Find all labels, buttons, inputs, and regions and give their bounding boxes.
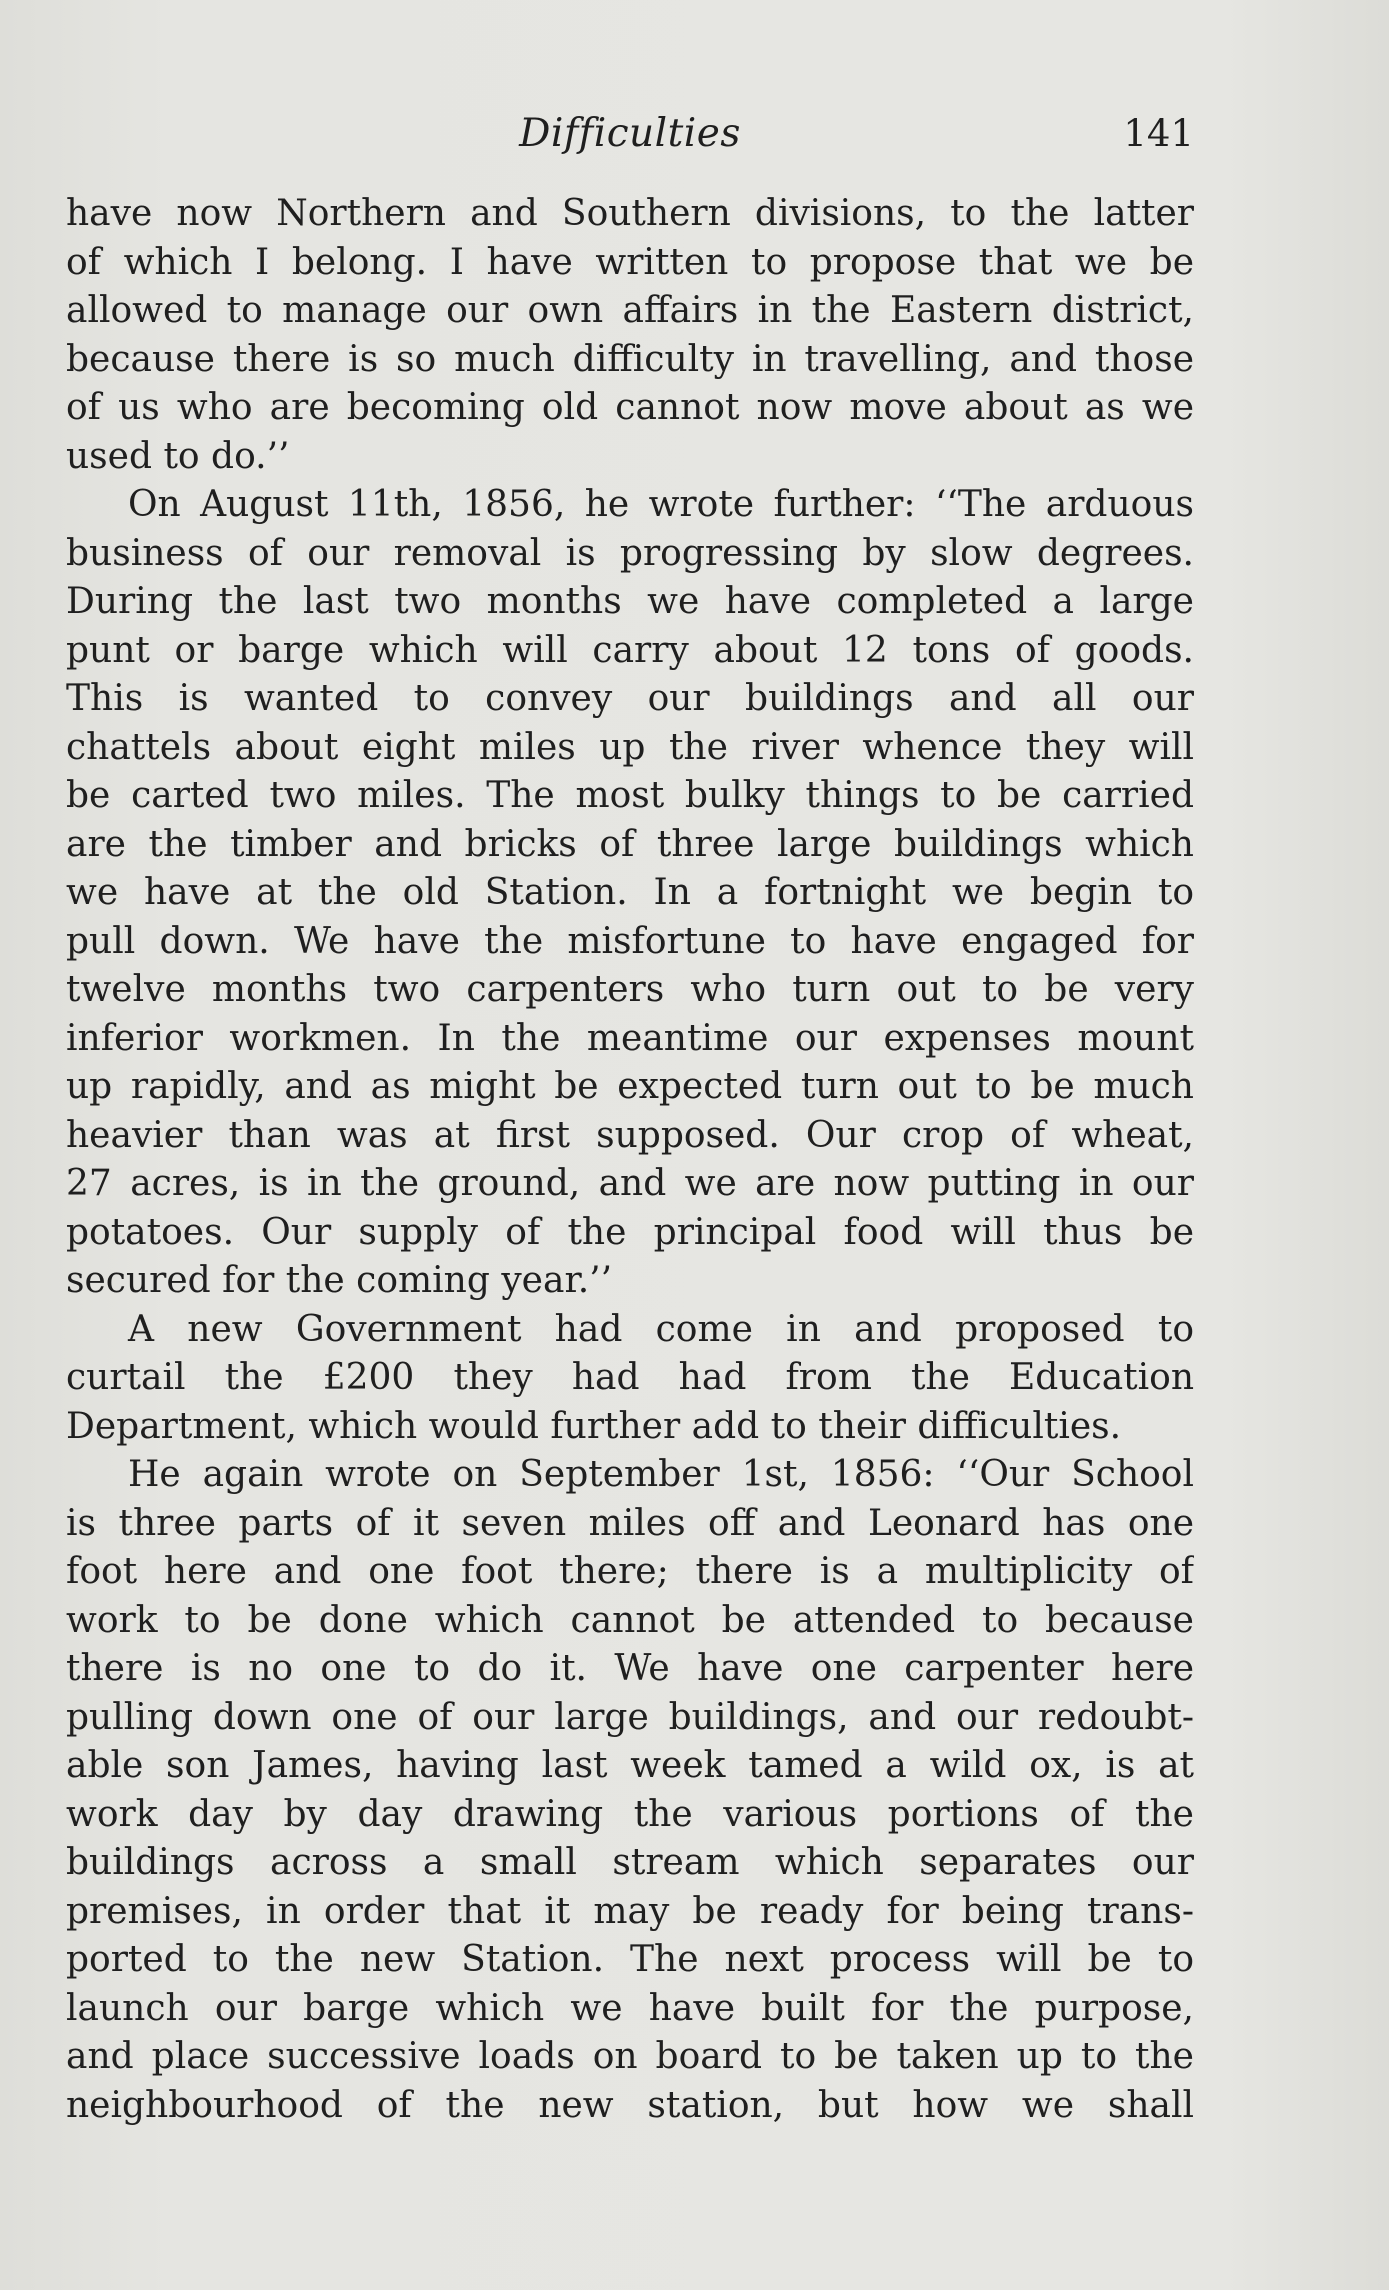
text-line: ported to the new Station. The next process will be to <box>66 1939 1194 1980</box>
paragraph <box>66 481 1194 1306</box>
text-line: have now Northern and Southern divisions, to the latter <box>66 193 1194 234</box>
text-line: up rapidly, and as might be expected turn out to be much <box>66 1066 1194 1107</box>
text-line: chattels about eight miles up the river whence they will <box>66 726 1194 768</box>
text-line: He again wrote on September 1st, 1856: ‘‘Our School <box>128 1454 1194 1495</box>
paragraph <box>66 1451 1194 2130</box>
text-line: foot here and one foot there; there is a multiplicity of <box>66 1551 1194 1592</box>
text-line: able son James, having last week tamed a wild ox, is at <box>66 1745 1194 1786</box>
text-line: secured for the coming year.’’ <box>66 1260 613 1301</box>
text-line: buildings across a small stream which separates our <box>66 1842 1194 1883</box>
text-line: business of our removal is progressing by slow degrees. <box>66 532 1194 574</box>
page-number: 141 <box>1123 112 1194 155</box>
text-line: of us who are becoming old cannot now move about as we <box>66 387 1194 428</box>
text-line: used to do.’’ <box>66 435 290 477</box>
text-line: On August 11th, 1856, he wrote further: ‘‘The arduous <box>128 484 1194 525</box>
text-line: pulling down one of our large buildings, and our redoubt- <box>66 1696 1194 1738</box>
text-line: be carted two miles. The most bulky things to be carried <box>66 775 1194 816</box>
text-line: there is no one to do it. We have one carpenter here <box>66 1648 1194 1689</box>
paragraph <box>66 190 1194 481</box>
text-line: allowed to manage our own affairs in the Eastern district, <box>66 290 1194 331</box>
text-line: is three parts of it seven miles off and Leonard has one <box>66 1502 1194 1544</box>
text-line: heavier than was at first supposed. Our crop of wheat, <box>66 1114 1194 1156</box>
running-head <box>66 104 1194 164</box>
body-text <box>66 190 1194 2130</box>
text-line: premises, in order that it may be ready for being trans- <box>66 1890 1194 1932</box>
text-line: A new Government had come in and proposed to <box>128 1308 1194 1350</box>
text-line: pull down. We have the misfortune to have engaged for <box>66 920 1194 962</box>
text-line: and place successive loads on board to be taken up to the <box>66 2036 1194 2077</box>
text-line: of which I belong. I have written to propose that we be <box>66 241 1194 283</box>
text-line: because there is so much difficulty in travelling, and those <box>66 338 1194 380</box>
text-line: launch our barge which we have built for the purpose, <box>66 1987 1194 2029</box>
paragraph <box>66 1306 1194 1452</box>
text-line: we have at the old Station. In a fortnight we begin to <box>66 872 1194 913</box>
text-line: curtail the £200 they had had from the Education <box>66 1357 1194 1398</box>
text-line: inferior workmen. In the meantime our expenses mount <box>66 1017 1194 1059</box>
text-line: work day by day drawing the various portions of the <box>66 1793 1194 1835</box>
text-line: are the timber and bricks of three large buildings which <box>66 823 1194 865</box>
text-line: twelve months two carpenters who turn out to be very <box>66 969 1194 1010</box>
text-line: potatoes. Our supply of the principal food will thus be <box>66 1211 1194 1253</box>
text-line: During the last two months we have completed a large <box>66 581 1194 622</box>
text-line: work to be done which cannot be attended to because <box>66 1599 1194 1641</box>
text-line: neighbourhood of the new station, but how we shall <box>66 2084 1194 2126</box>
text-line: punt or barge which will carry about 12 tons of goods. <box>66 629 1194 671</box>
text-line: Department, which would further add to their difficulties. <box>66 1405 1122 1447</box>
text-line: This is wanted to convey our buildings and all our <box>66 678 1194 719</box>
running-title: Difficulties <box>519 111 741 156</box>
text-line: 27 acres, is in the ground, and we are now putting in our <box>66 1163 1194 1204</box>
